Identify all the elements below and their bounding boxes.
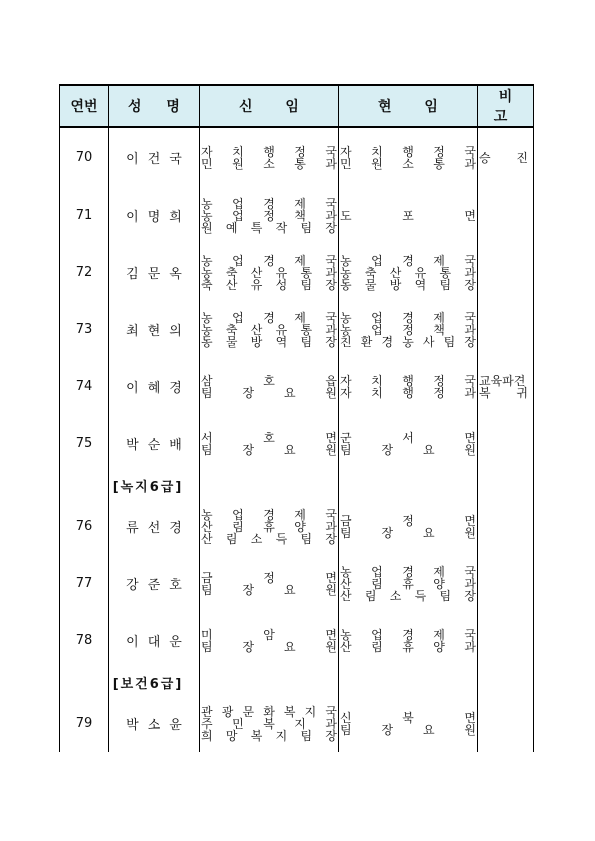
row-number: 76 xyxy=(60,498,109,555)
current-post-cell-line: 농 업 경 제 국 xyxy=(340,310,476,325)
current-post-cell-lines xyxy=(339,312,477,348)
current-post-cell xyxy=(339,555,478,612)
row-name: 박순배 xyxy=(109,415,200,472)
current-post-cell-lines xyxy=(339,432,477,456)
current-post-cell-lines xyxy=(339,712,477,736)
new-post-cell xyxy=(200,555,339,612)
new-post-cell-line: 서 호 면 xyxy=(201,430,337,445)
new-post-cell-line: 농 업 정 책 과 xyxy=(201,208,337,223)
new-post-cell-line: 농 업 경 제 국 xyxy=(201,310,337,325)
remarks-cell xyxy=(478,695,534,752)
new-post-cell-line: 동 물 방 역 팀 장 xyxy=(201,334,337,349)
current-post-cell-line: 농 업 경 제 국 xyxy=(340,564,476,579)
row-number: 73 xyxy=(60,301,109,358)
table-row xyxy=(60,301,534,358)
table-row xyxy=(60,612,534,669)
new-post-cell-line: 농 축 산 유 통 과 xyxy=(201,265,337,280)
new-post-cell-line: 원 예 특 작 팀 장 xyxy=(201,220,337,235)
new-post-cell-line: 농 업 경 제 국 xyxy=(201,253,337,268)
section-label: [녹지6급] xyxy=(112,479,184,495)
remarks-cell xyxy=(478,244,534,301)
header-name: 성 명 xyxy=(109,85,200,127)
remarks-cell-line: 교육파견 xyxy=(479,373,526,388)
section-row xyxy=(60,472,534,498)
current-post-cell-line: 농 업 정 책 과 xyxy=(340,322,476,337)
remarks-cell xyxy=(478,301,534,358)
new-post-cell-line: 팀 장 요 원 xyxy=(201,639,337,654)
table-body xyxy=(60,127,534,752)
current-post-cell-line: 동 물 방 역 팀 장 xyxy=(340,277,476,292)
current-post-cell-line: 농 축 산 유 통 과 xyxy=(340,265,476,280)
current-post-cell-lines xyxy=(339,566,477,602)
remarks-cell-line: 복 귀 xyxy=(479,385,528,400)
table-row xyxy=(60,358,534,415)
current-post-cell-line: 자 치 행 정 과 xyxy=(340,385,476,400)
new-post-cell-lines xyxy=(200,432,338,456)
row-name: 최현의 xyxy=(109,301,200,358)
section-current-cell xyxy=(339,669,478,695)
section-current-cell xyxy=(339,472,478,498)
current-post-cell-lines xyxy=(339,629,477,653)
new-post-cell-lines xyxy=(200,198,338,234)
section-note-cell xyxy=(478,669,534,695)
new-post-cell-line: 관 광 문 화 복 지 국 xyxy=(201,704,337,719)
new-post-cell-line: 축 산 유 성 팀 장 xyxy=(201,277,337,292)
row-number: 75 xyxy=(60,415,109,472)
new-post-cell-line: 금 정 면 xyxy=(201,570,337,585)
personnel-table-sheet xyxy=(59,84,533,752)
header-row xyxy=(60,85,534,127)
new-post-cell-lines xyxy=(200,312,338,348)
current-post-cell-line: 친 환 경 농 사 팀 장 xyxy=(340,334,476,349)
remarks-cell-line: 승 진 xyxy=(479,150,528,165)
new-post-cell-lines xyxy=(200,146,338,170)
current-post-cell xyxy=(339,187,478,244)
current-post-cell-line: 도 포 면 xyxy=(340,208,476,223)
section-label-cell xyxy=(109,669,200,695)
current-post-cell xyxy=(339,612,478,669)
section-note-cell xyxy=(478,472,534,498)
table-row xyxy=(60,498,534,555)
new-post-cell xyxy=(200,498,339,555)
row-name: 이명희 xyxy=(109,187,200,244)
row-name: 이대운 xyxy=(109,612,200,669)
current-post-cell-lines xyxy=(339,210,477,222)
row-number: 74 xyxy=(60,358,109,415)
remarks-cell xyxy=(478,415,534,472)
remarks-cell xyxy=(478,498,534,555)
new-post-cell-lines xyxy=(200,375,338,399)
current-post-cell-line: 자 치 행 정 국 xyxy=(340,144,476,159)
current-post-cell-lines xyxy=(339,255,477,291)
new-post-cell xyxy=(200,358,339,415)
new-post-cell-line: 산 림 휴 양 과 xyxy=(201,519,337,534)
new-post-cell-line: 농 축 산 유 통 과 xyxy=(201,322,337,337)
section-label-cell xyxy=(109,472,200,498)
table-row xyxy=(60,244,534,301)
row-name: 이혜경 xyxy=(109,358,200,415)
remarks-cell xyxy=(478,358,534,415)
row-name: 강준호 xyxy=(109,555,200,612)
new-post-cell-line: 자 치 행 정 국 xyxy=(201,144,337,159)
new-post-cell-line: 팀 장 요 원 xyxy=(201,442,337,457)
current-post-cell-line: 자 치 행 정 국 xyxy=(340,373,476,388)
current-post-cell-line: 팀 장 요 원 xyxy=(340,442,476,457)
current-post-cell-line: 농 업 경 제 국 xyxy=(340,627,476,642)
new-post-cell-line: 주 민 복 지 과 xyxy=(201,716,337,731)
new-post-cell-lines xyxy=(200,572,338,596)
section-row xyxy=(60,669,534,695)
row-number: 72 xyxy=(60,244,109,301)
current-post-cell xyxy=(339,127,478,187)
new-post-cell xyxy=(200,301,339,358)
current-post-cell xyxy=(339,301,478,358)
current-post-cell-lines xyxy=(339,375,477,399)
new-post-cell-line: 미 암 면 xyxy=(201,627,337,642)
table-row xyxy=(60,555,534,612)
row-name: 박소윤 xyxy=(109,695,200,752)
current-post-cell xyxy=(339,244,478,301)
new-post-cell-lines xyxy=(200,706,338,742)
current-post-cell-line: 민 원 소 통 과 xyxy=(340,156,476,171)
new-post-cell xyxy=(200,187,339,244)
current-post-cell-line: 산 림 휴 양 과 xyxy=(340,639,476,654)
row-number: 71 xyxy=(60,187,109,244)
section-number-cell xyxy=(60,669,109,695)
section-new-cell xyxy=(200,472,339,498)
new-post-cell-line: 삼 호 읍 xyxy=(201,373,337,388)
new-post-cell xyxy=(200,612,339,669)
header-remarks: 비고 xyxy=(478,85,534,127)
table-row xyxy=(60,127,534,187)
current-post-cell-line: 팀 장 요 원 xyxy=(340,525,476,540)
new-post-cell-line: 희 망 복 지 팀 장 xyxy=(201,728,337,743)
new-post-cell xyxy=(200,415,339,472)
remarks-cell-lines xyxy=(478,152,533,164)
row-name: 이건국 xyxy=(109,127,200,187)
current-post-cell-line: 산 림 휴 양 과 xyxy=(340,576,476,591)
new-post-cell-lines xyxy=(200,629,338,653)
header-new-post: 신 임 xyxy=(200,85,339,127)
current-post-cell-lines xyxy=(339,515,477,539)
section-new-cell xyxy=(200,669,339,695)
row-number: 77 xyxy=(60,555,109,612)
new-post-cell-line: 팀 장 요 원 xyxy=(201,385,337,400)
row-number: 79 xyxy=(60,695,109,752)
new-post-cell-line: 농 업 경 제 국 xyxy=(201,196,337,211)
remarks-cell xyxy=(478,555,534,612)
new-post-cell-line: 팀 장 요 원 xyxy=(201,582,337,597)
new-post-cell xyxy=(200,695,339,752)
section-label: [보건6급] xyxy=(112,676,184,692)
current-post-cell-lines xyxy=(339,146,477,170)
row-name: 류선경 xyxy=(109,498,200,555)
new-post-cell-line: 산 림 소 득 팀 장 xyxy=(201,531,337,546)
header-number: 연번 xyxy=(60,85,109,127)
row-number: 78 xyxy=(60,612,109,669)
current-post-cell xyxy=(339,695,478,752)
current-post-cell-line: 농 업 경 제 국 xyxy=(340,253,476,268)
section-number-cell xyxy=(60,472,109,498)
table-row xyxy=(60,187,534,244)
new-post-cell xyxy=(200,127,339,187)
new-post-cell-line: 민 원 소 통 과 xyxy=(201,156,337,171)
remarks-cell-lines xyxy=(478,375,533,399)
remarks-cell xyxy=(478,187,534,244)
header-current-post: 현 임 xyxy=(339,85,478,127)
current-post-cell-line: 군 서 면 xyxy=(340,430,476,445)
table-row xyxy=(60,695,534,752)
table-row xyxy=(60,415,534,472)
current-post-cell xyxy=(339,415,478,472)
current-post-cell xyxy=(339,358,478,415)
row-name: 김문옥 xyxy=(109,244,200,301)
new-post-cell-lines xyxy=(200,255,338,291)
current-post-cell-line: 신 북 면 xyxy=(340,710,476,725)
remarks-cell xyxy=(478,612,534,669)
row-number: 70 xyxy=(60,127,109,187)
new-post-cell-line: 농 업 경 제 국 xyxy=(201,507,337,522)
personnel-table xyxy=(59,84,534,752)
current-post-cell-line: 금 정 면 xyxy=(340,513,476,528)
new-post-cell xyxy=(200,244,339,301)
current-post-cell-line: 팀 장 요 원 xyxy=(340,722,476,737)
current-post-cell-line: 산 림 소 득 팀 장 xyxy=(340,588,476,603)
new-post-cell-lines xyxy=(200,509,338,545)
current-post-cell xyxy=(339,498,478,555)
remarks-cell xyxy=(478,127,534,187)
